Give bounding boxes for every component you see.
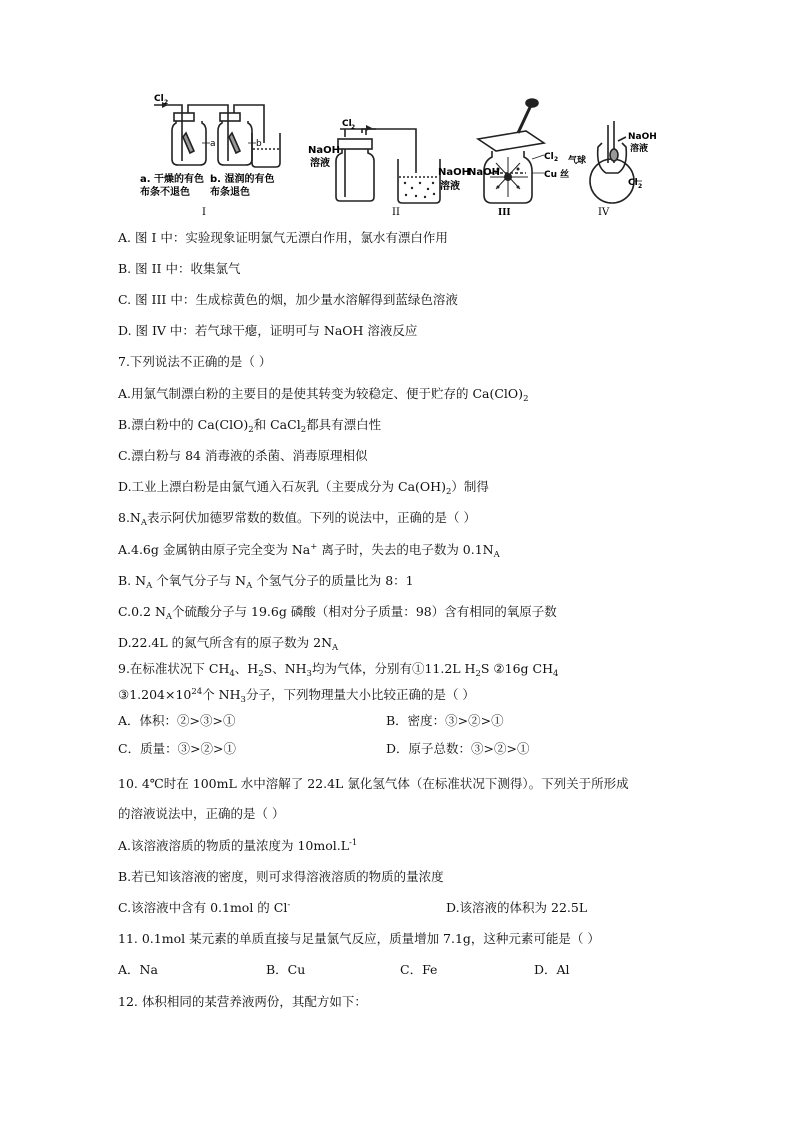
q10-stem-line1: 10. 4℃时在 100mL 水中溶解了 22.4L 氯化氢气体（在标准状况下测得）。下列关于所形成	[118, 776, 629, 791]
q8-stem-sub: A	[140, 518, 148, 528]
q9-l2-pre: ③1.204×10	[118, 687, 192, 702]
q8-option-c	[118, 604, 557, 620]
q8-b-post: 个氢气分子的质量比为 8：1	[252, 573, 414, 588]
q8-b-sub2: A	[246, 581, 253, 591]
q8-d-sub: A	[332, 643, 339, 653]
q9-l2-sup: 24	[191, 687, 203, 697]
q6-option-d: D. 图 IV 中：若气球干瘪，证明可与 NaOH 溶液反应	[118, 323, 418, 338]
q8-c-pre: C.0.2 N	[118, 604, 166, 619]
q11-option-c: C．Fe	[400, 962, 438, 977]
q10-option-c	[118, 900, 290, 916]
q9-t2: S、NH	[263, 661, 307, 676]
naoh-iv-1: NaOH	[628, 132, 657, 142]
q10-c-pre: C.该溶液中含有 0.1mol 的 Cl	[118, 900, 288, 915]
caption-b-line1: b. 湿润的有色	[210, 174, 275, 185]
cl2-label-1: Cl	[154, 94, 164, 104]
q8-stem-pre: 8.N	[118, 510, 141, 525]
q9-option-b: B．密度：③>②>①	[386, 713, 504, 728]
q10-option-b: B.若已知该溶液的密度，则可求得溶液溶质的物质的量浓度	[118, 869, 444, 884]
caption-a-line1: a. 干燥的有色	[140, 174, 205, 185]
q7-option-b	[118, 417, 381, 433]
q10-option-d: D.该溶液的体积为 22.5L	[446, 900, 588, 915]
roman-label-iv: IV	[598, 207, 610, 218]
q9-t3: 均为气体，分别有①11.2L H	[311, 661, 476, 676]
q8-option-b	[118, 573, 414, 589]
q9-s5: 4	[552, 669, 559, 679]
q11-stem: 11. 0.1mol 某元素的单质直接与足量氯气反应，质量增加 7.1g，这种元素可能是（ ）	[118, 931, 600, 946]
roman-label-iii: III	[498, 208, 511, 218]
q7-b-sub1: 2	[248, 425, 254, 435]
q7-d-text: D.工业上漂白粉是由氯气通入石灰乳（主要成分为 Ca(OH)	[118, 479, 446, 494]
q7-b-sub2: 2	[300, 425, 307, 435]
q10-a-pre: A.该溶液溶质的物质的量浓度为 10mol.L	[118, 838, 350, 853]
q8-a-pre: A.4.6g 金属钠由原子完全变为 Na	[118, 542, 311, 557]
q11-option-a: A．Na	[118, 962, 158, 977]
naoh-iv-2: 溶液	[630, 144, 649, 154]
q7-b-mid: 和 CaCl	[253, 417, 301, 432]
q7-option-a	[118, 386, 528, 402]
q8-b-pre: B. N	[118, 573, 147, 588]
cl2-sub-4: 2	[638, 183, 643, 190]
q7-d-post: ）制得	[451, 479, 489, 494]
q7-stem: 7.下列说法不正确的是（ ）	[118, 354, 272, 369]
cl2-sub-2: 2	[351, 124, 356, 131]
q8-c-sub: A	[165, 612, 173, 622]
naoh-right-1: NaOH	[438, 167, 470, 178]
q9-s3: 3	[306, 669, 312, 679]
q9-s2: 2	[258, 669, 264, 679]
q9-l2-mid: 个 NH	[202, 687, 241, 702]
q7-a-sub: 2	[523, 394, 529, 404]
caption-b-line2: 布条退色	[210, 187, 250, 198]
q9-t1: 、H	[234, 661, 259, 676]
apparatus-figure	[140, 93, 670, 223]
apparatus-i	[154, 102, 280, 167]
q8-d-pre: D.22.4L 的氮气所含有的原子数为 2N	[118, 635, 333, 650]
roman-label-ii: II	[392, 207, 400, 218]
q8-option-a	[118, 542, 500, 558]
naoh-left-1: NaOH	[308, 145, 340, 156]
q8-c-post: 个硫酸分子与 19.6g 磷酸（相对分子质量：98）含有相同的氧原子数	[172, 604, 557, 619]
cl2-sub-1: 2	[164, 99, 169, 106]
q9-s4: 2	[475, 669, 481, 679]
cl2-label-3: Cl	[544, 152, 554, 162]
q9-t4: S ②16g CH	[480, 661, 553, 676]
q10-c-sup: -	[287, 900, 291, 910]
q9-t0: 9.在标准状况下 CH	[118, 661, 230, 676]
q9-option-d: D．原子总数：③>②>①	[386, 741, 530, 756]
q11-option-b: B．Cu	[266, 962, 306, 977]
q8-option-d	[118, 635, 338, 651]
q8-b-mid: 个氧气分子与 N	[152, 573, 247, 588]
q6-option-c: C. 图 III 中：生成棕黄色的烟，加少量水溶解得到蓝绿色溶液	[118, 292, 458, 307]
roman-label-i: I	[202, 207, 206, 218]
q9-l2-sub: 3	[240, 695, 246, 705]
naoh-dots	[404, 182, 435, 198]
apparatus-iii	[478, 99, 544, 203]
q7-option-d	[118, 479, 489, 495]
naoh-right-2: 溶液	[440, 181, 460, 192]
q9-stem-line1	[118, 661, 558, 677]
apparatus-ii	[336, 125, 440, 203]
cl2-sub-3: 2	[554, 156, 559, 163]
q9-option-c: C．质量：③>②>①	[118, 741, 237, 756]
label-a: a	[210, 139, 216, 149]
q8-a-sup: +	[310, 542, 318, 552]
q10-stem-line2: 的溶液说法中，正确的是（ ）	[118, 806, 285, 821]
q10-a-sup: -1	[349, 838, 358, 848]
q9-option-a: A．体积：②>③>①	[118, 713, 236, 728]
q7-option-c: C.漂白粉与 84 消毒液的杀菌、消毒原理相似	[118, 448, 368, 463]
q6-option-b: B. 图 II 中：收集氯气	[118, 261, 241, 276]
cl2-label-2: Cl	[342, 119, 352, 129]
q8-a-mid: 离子时，失去的电子数为 0.1N	[317, 542, 494, 557]
q8-stem-post: 表示阿伏加德罗常数的数值。下列的说法中，正确的是（ ）	[147, 510, 476, 525]
q7-d-sub: 2	[445, 487, 452, 497]
label-b: b	[256, 139, 262, 149]
q10-option-a	[118, 838, 357, 854]
q8-stem	[118, 510, 476, 526]
q7-b-post: 都具有漂白性	[306, 417, 382, 432]
q7-b-text: B.漂白粉中的 Ca(ClO)	[118, 417, 249, 432]
q8-b-sub1: A	[146, 581, 153, 591]
naoh-iii-1: NaOH	[468, 167, 500, 178]
q9-s1: 4	[229, 669, 235, 679]
q7-a-text: A.用氯气制漂白粉的主要目的是使其转变为较稳定、便于贮存的 Ca(ClO)	[118, 386, 524, 401]
q6-option-a: A. 图 I 中：实验现象证明氯气无漂白作用，氯水有漂白作用	[118, 230, 448, 245]
q8-a-sub: A	[493, 550, 500, 560]
q9-l2-post: 分子，下列物理量大小比较正确的是（ ）	[245, 687, 475, 702]
cl2-label-4: Cl	[628, 178, 638, 188]
cu-label: Cu 丝	[544, 170, 570, 180]
q11-option-d: D．Al	[534, 962, 570, 977]
balloon-label: 气球	[568, 156, 587, 166]
q9-stem-line2	[118, 687, 475, 703]
caption-a-line2: 布条不退色	[140, 187, 190, 198]
q12-stem: 12. 体积相同的某营养液两份，其配方如下：	[118, 994, 367, 1009]
naoh-left-2: 溶液	[310, 158, 330, 169]
